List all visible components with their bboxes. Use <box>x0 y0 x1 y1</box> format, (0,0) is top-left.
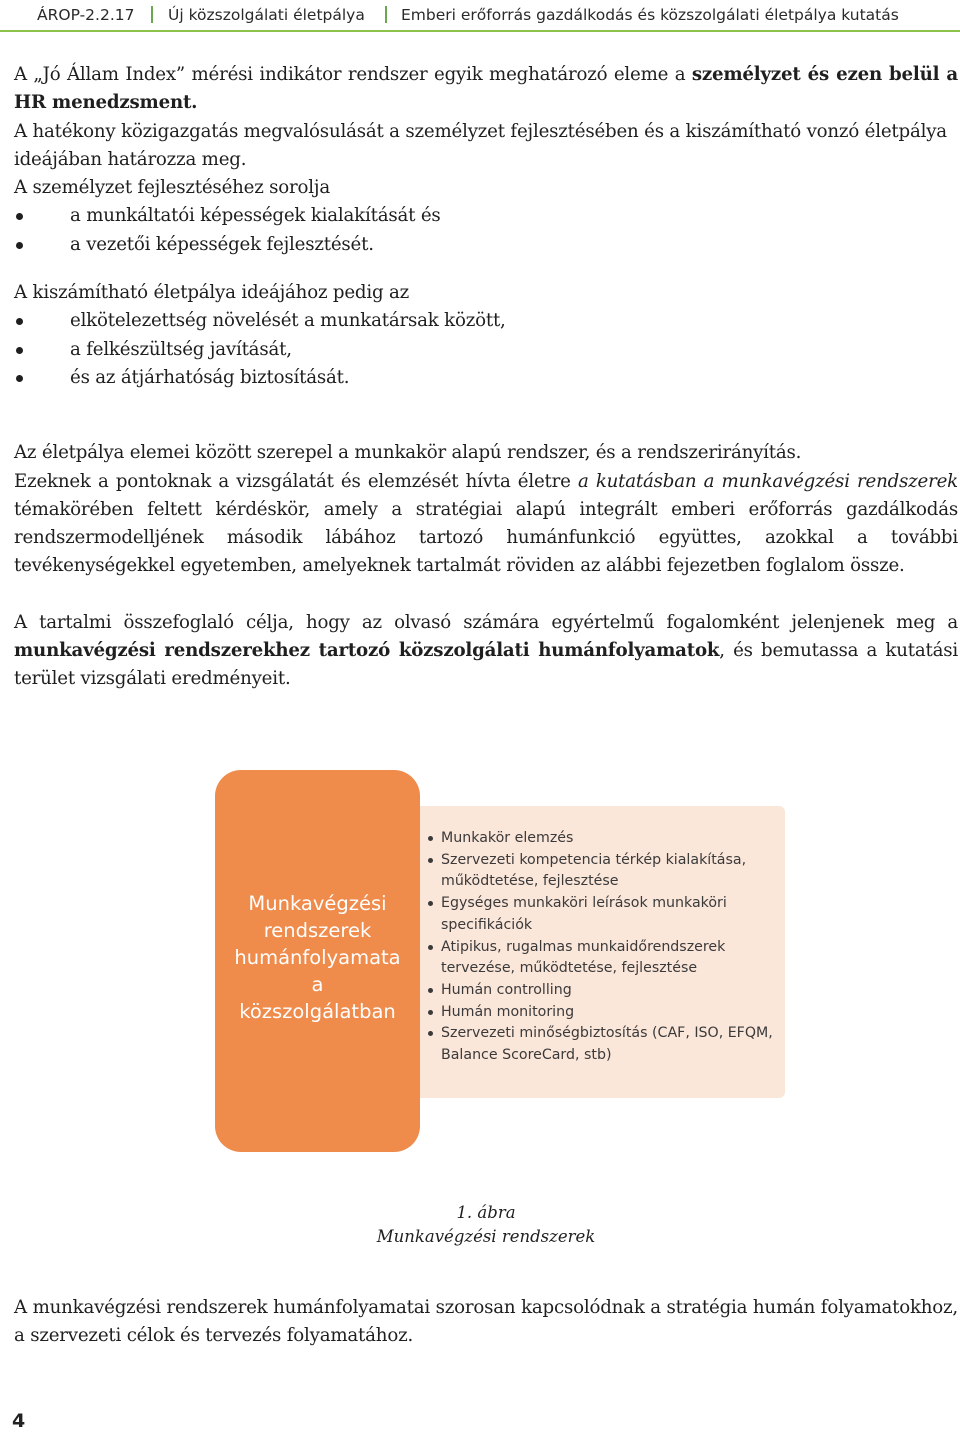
header-separator <box>151 6 153 23</box>
figure-title: Munkavégzési rendszerek humánfolyamata a közszolgálatban <box>234 892 401 1023</box>
paragraph-vizsgalat: Ezeknek a pontoknak a vizsgálatát és elemzését hívta életre a kutatásban a munkavégzési rendszerek témakörében feltett kérdéskör, amely a stratégiai alapú integrált emberi erőforrás gazdálkodás rendszermodelljének második lábához tartozó humánfunkció együttes, azokkal a további tevékenységekkel egyetemben, amelyeknek tartalmát röviden az alábbi fejezetben foglalom össze. <box>14 470 959 577</box>
main-content <box>14 61 958 694</box>
figure-list-item: Humán controlling <box>425 980 785 1002</box>
paragraph-hatekony: A hatékony közigazgatás megvalósulását a személyzet fejlesztésében és a kiszámítható vonzó életpálya ideájában határozza meg. <box>14 120 947 170</box>
caption-number: 1. ábra <box>456 1203 516 1222</box>
figure-list <box>425 828 785 1067</box>
list-item: és az átjárhatóság biztosítását. <box>14 364 958 392</box>
list-item: a munkáltatói képességek kialakítását és <box>14 202 958 230</box>
header-rule <box>0 30 960 32</box>
figure-list-item: Szervezeti kompetencia térkép kialakítása, működtetése, fejlesztése <box>425 850 785 893</box>
paragraph-jo-allam-index: A „Jó Állam Index” mérési indikátor rendszer egyik meghatározó eleme a személyzet és ezen belül a HR menedzsment. <box>14 64 958 114</box>
list-item: elkötelezettség növelését a munkatársak között, <box>14 307 958 335</box>
header-program: Új közszolgálati életpálya <box>168 6 365 24</box>
highlight-hr: személyzet és ezen belül a HR menedzsment <box>14 64 958 114</box>
list-item: a vezetői képességek fejlesztését. <box>14 231 958 259</box>
paragraph-cel: A tartalmi összefoglaló célja, hogy az olvasó számára egyértelmű fogalomként jelenjenek meg a munkavégzési rendszerekhez tartozó közszolgálati humánfolyamatok, és bemutassa a kutatási terület vizsgálati eredményeit. <box>14 611 958 690</box>
caption-title: Munkavégzési rendszerek <box>376 1227 596 1246</box>
figure-munkavegzesi-rendszerek <box>215 770 785 1152</box>
list-eletpalya <box>14 307 958 392</box>
page-header <box>0 0 960 32</box>
paragraph-elemek: Az életpálya elemei között szerepel a munkakör alapú rendszer, és a rendszerirányítás. <box>14 442 802 464</box>
header-topic: Emberi erőforrás gazdálkodás és közszolgálati életpálya kutatás <box>401 6 899 24</box>
figure-list-item: Humán monitoring <box>425 1002 785 1024</box>
header-project: ÁROP-2.2.17 <box>37 6 135 24</box>
figure-list-item: Egységes munkaköri leírások munkaköri specifikációk <box>425 893 785 936</box>
page-number: 4 <box>12 1410 26 1432</box>
figure-list-item: Atipikus, rugalmas munkaidőrendszerek tervezése, működtetése, fejlesztése <box>425 937 785 980</box>
figure-list-item: Szervezeti minőségbiztosítás (CAF, ISO, EFQM, Balance ScoreCard, stb) <box>425 1023 785 1066</box>
list-szemelyzet <box>14 202 958 259</box>
paragraph-eletpalya: A kiszámítható életpálya ideájához pedig az <box>14 282 410 304</box>
paragraph-closing: A munkavégzési rendszerek humánfolyamatai szorosan kapcsolódnak a stratégia humán folyamatokhoz, a szervezeti célok és tervezés folyamatához. <box>14 1297 958 1347</box>
figure-list-item: Munkakör elemzés <box>425 828 785 850</box>
header-separator <box>385 6 387 23</box>
figure-title-box <box>215 770 420 1152</box>
figure-caption <box>0 1201 960 1249</box>
list-item: a felkészültség javítását, <box>14 336 958 364</box>
paragraph-szemelyzet: A személyzet fejlesztéséhez sorolja <box>14 177 330 199</box>
